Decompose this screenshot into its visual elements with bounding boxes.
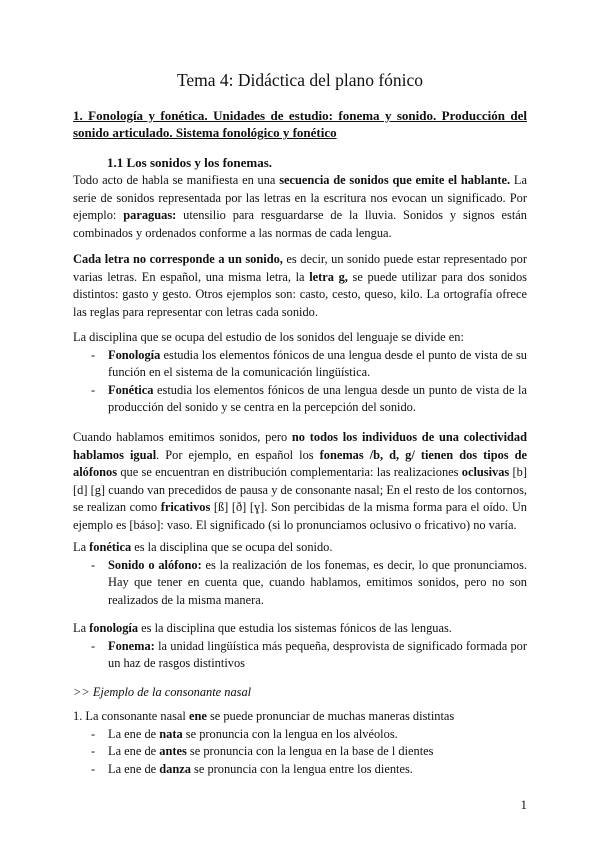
subsection-heading: 1.1 Los sonidos y los fonemas. (107, 155, 273, 170)
paragraph-alofonos: Cuando hablamos emitimos sonidos, pero no todos los individuos de una colectividad hablamos igual. Por ejemplo, en español los fonemas /b, d, g/ tienen dos tipos de alófonos que se encuentran en distribución complementaria: las realizaciones oclusivas [b] [d] [g] cuando van precedidos de pausa y de consonante nasal; En el resto de los contornos, se realizan como fricativos [ß] [ð] [ɣ]. Son percibidas de la misma forma para el oído. Un ejemplo es [báso]: vaso. El significado (si lo pronunciamos oclusivo o fricativo) no varía. (73, 430, 528, 532)
paragraph-fonologia: La fonología es la disciplina que estudia los sistemas fónicos de las lenguas. - Fonema: la unidad lingüística más pequeña, desprovista de significado formada por un haz de rasgos distintivos (73, 620, 527, 673)
example-title: >> Ejemplo de la consonante nasal (73, 685, 252, 699)
section-heading: 1. Fonología y fonética. Unidades de estudio: fonema y sonido. Producción del sonido articulado. Sistema fonológico y fonético (73, 108, 527, 140)
page-number: 1 (520, 797, 527, 812)
paragraph-secuencia-sonidos: Todo acto de habla se manifiesta en una secuencia de sonidos que emite el hablante. La serie de sonidos representada por las letras en la escritura nos evocan un significado. Por ejemplo: paraguas: utensilio para resguardarse de la lluvia. Sonidos y signos están combinados y ordenados conforme a las normas de cada lengua. (73, 173, 527, 240)
list-item-fonema: - Fonema: la unidad lingüística más pequeña, desprovista de significado formada por un haz de rasgos distintivos (73, 638, 527, 673)
paragraph-letra-sonido: Cada letra no corresponde a un sonido, es decir, un sonido puede estar representado por varias letras. En español, una misma letra, la letra g, se puede utilizar para dos sonidos distintos: gasto y gesto. Otros ejemplos son: casto, cesto, queso, kilo. La ortografía ofrece las reglas para representar con letras cada sonido. (73, 252, 528, 319)
paragraph-disciplinas: La disciplina que se ocupa del estudio de los sonidos del lenguaje se divide en: - Fonología estudia los elementos fónicos de una lengua desde el punto de vista de su función en el sistema de la comunicación lingüística. - Fonética estudia los elementos fónicos de una lengua desde un punto de vista de la producción del sonido y se centra en la percepción del sonido. (73, 329, 527, 417)
list-item-fonologia: - Fonología estudia los elementos fónicos de una lengua desde el punto de vista de su función en el sistema de la comunicación lingüística. (73, 347, 527, 382)
list-item-fonetica: - Fonética estudia los elementos fónicos de una lengua desde un punto de vista de la producción del sonido y se centra en la percepción del sonido. (73, 382, 527, 417)
list-item-danza: - La ene de danza se pronuncia con la lengua entre los dientes. (73, 761, 527, 779)
list-item-nata: - La ene de nata se pronuncia con la lengua en los alvéolos. (73, 726, 527, 744)
paragraph-fonetica: La fonética es la disciplina que se ocupa del sonido. - Sonido o alófono: es la realización de los fonemas, es decir, lo que pronunciamos. Hay que tener en cuenta que, cuando hablamos, emitimos sonidos, pero no son realizados de la misma manera. (73, 539, 527, 609)
list-item-antes: - La ene de antes se pronuncia con la lengua en la base de l dientes (73, 743, 527, 761)
list-item-sonido-alofono: - Sonido o alófono: es la realización de los fonemas, es decir, lo que pronunciamos. Hay que tener en cuenta que, cuando hablamos, emitimos sonidos, pero no son realizados de la misma manera. (73, 557, 527, 610)
paragraph-consonante-nasal: 1. La consonante nasal ene se puede pronunciar de muchas maneras distintas - La ene de nata se pronuncia con la lengua en los alvéolos. - La ene de antes se pronuncia con la lengua en la base de l dientes - La ene de danza se pronuncia con la lengua entre los dientes. (73, 708, 527, 778)
page-title: Tema 4: Didáctica del plano fónico (176, 70, 424, 90)
